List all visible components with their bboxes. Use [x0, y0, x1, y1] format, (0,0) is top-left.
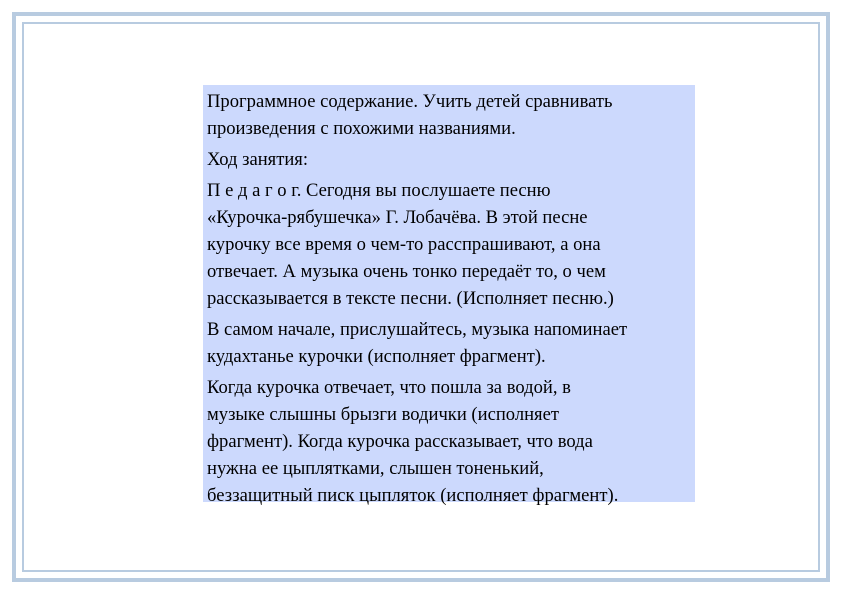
lesson-text-box [203, 85, 695, 506]
paragraph-lesson-course: Ход занятия: [207, 149, 309, 170]
paragraph-program-content: Программное содержание. Учить детей сравнивать произведения с похожими названиями. [207, 91, 613, 139]
paragraph-teacher-intro: П е д а г о г. Сегодня вы послушаете песню «Курочка-рябушечка» Г. Лобачёва. В этой песне курочку все время о чем-то расспрашивают, а она отвечает. А музыка очень тонко передаёт то, о чем рассказывается в тексте песни. (Исполняет песню.) [207, 180, 614, 309]
paragraph-water-fragment: Когда курочка отвечает, что пошла за водой, в музыке слышны брызги водички (исполняет фрагмент). Когда курочка рассказывает, что вода нужна ее цыплятками, слышен тоненький, беззащитный писк цыпляток (исполняет фрагмент). [207, 377, 619, 506]
paragraph-beginning: В самом начале, прислушайтесь, музыка напоминает кудахтанье курочки (исполняет фрагмент). [207, 319, 628, 367]
